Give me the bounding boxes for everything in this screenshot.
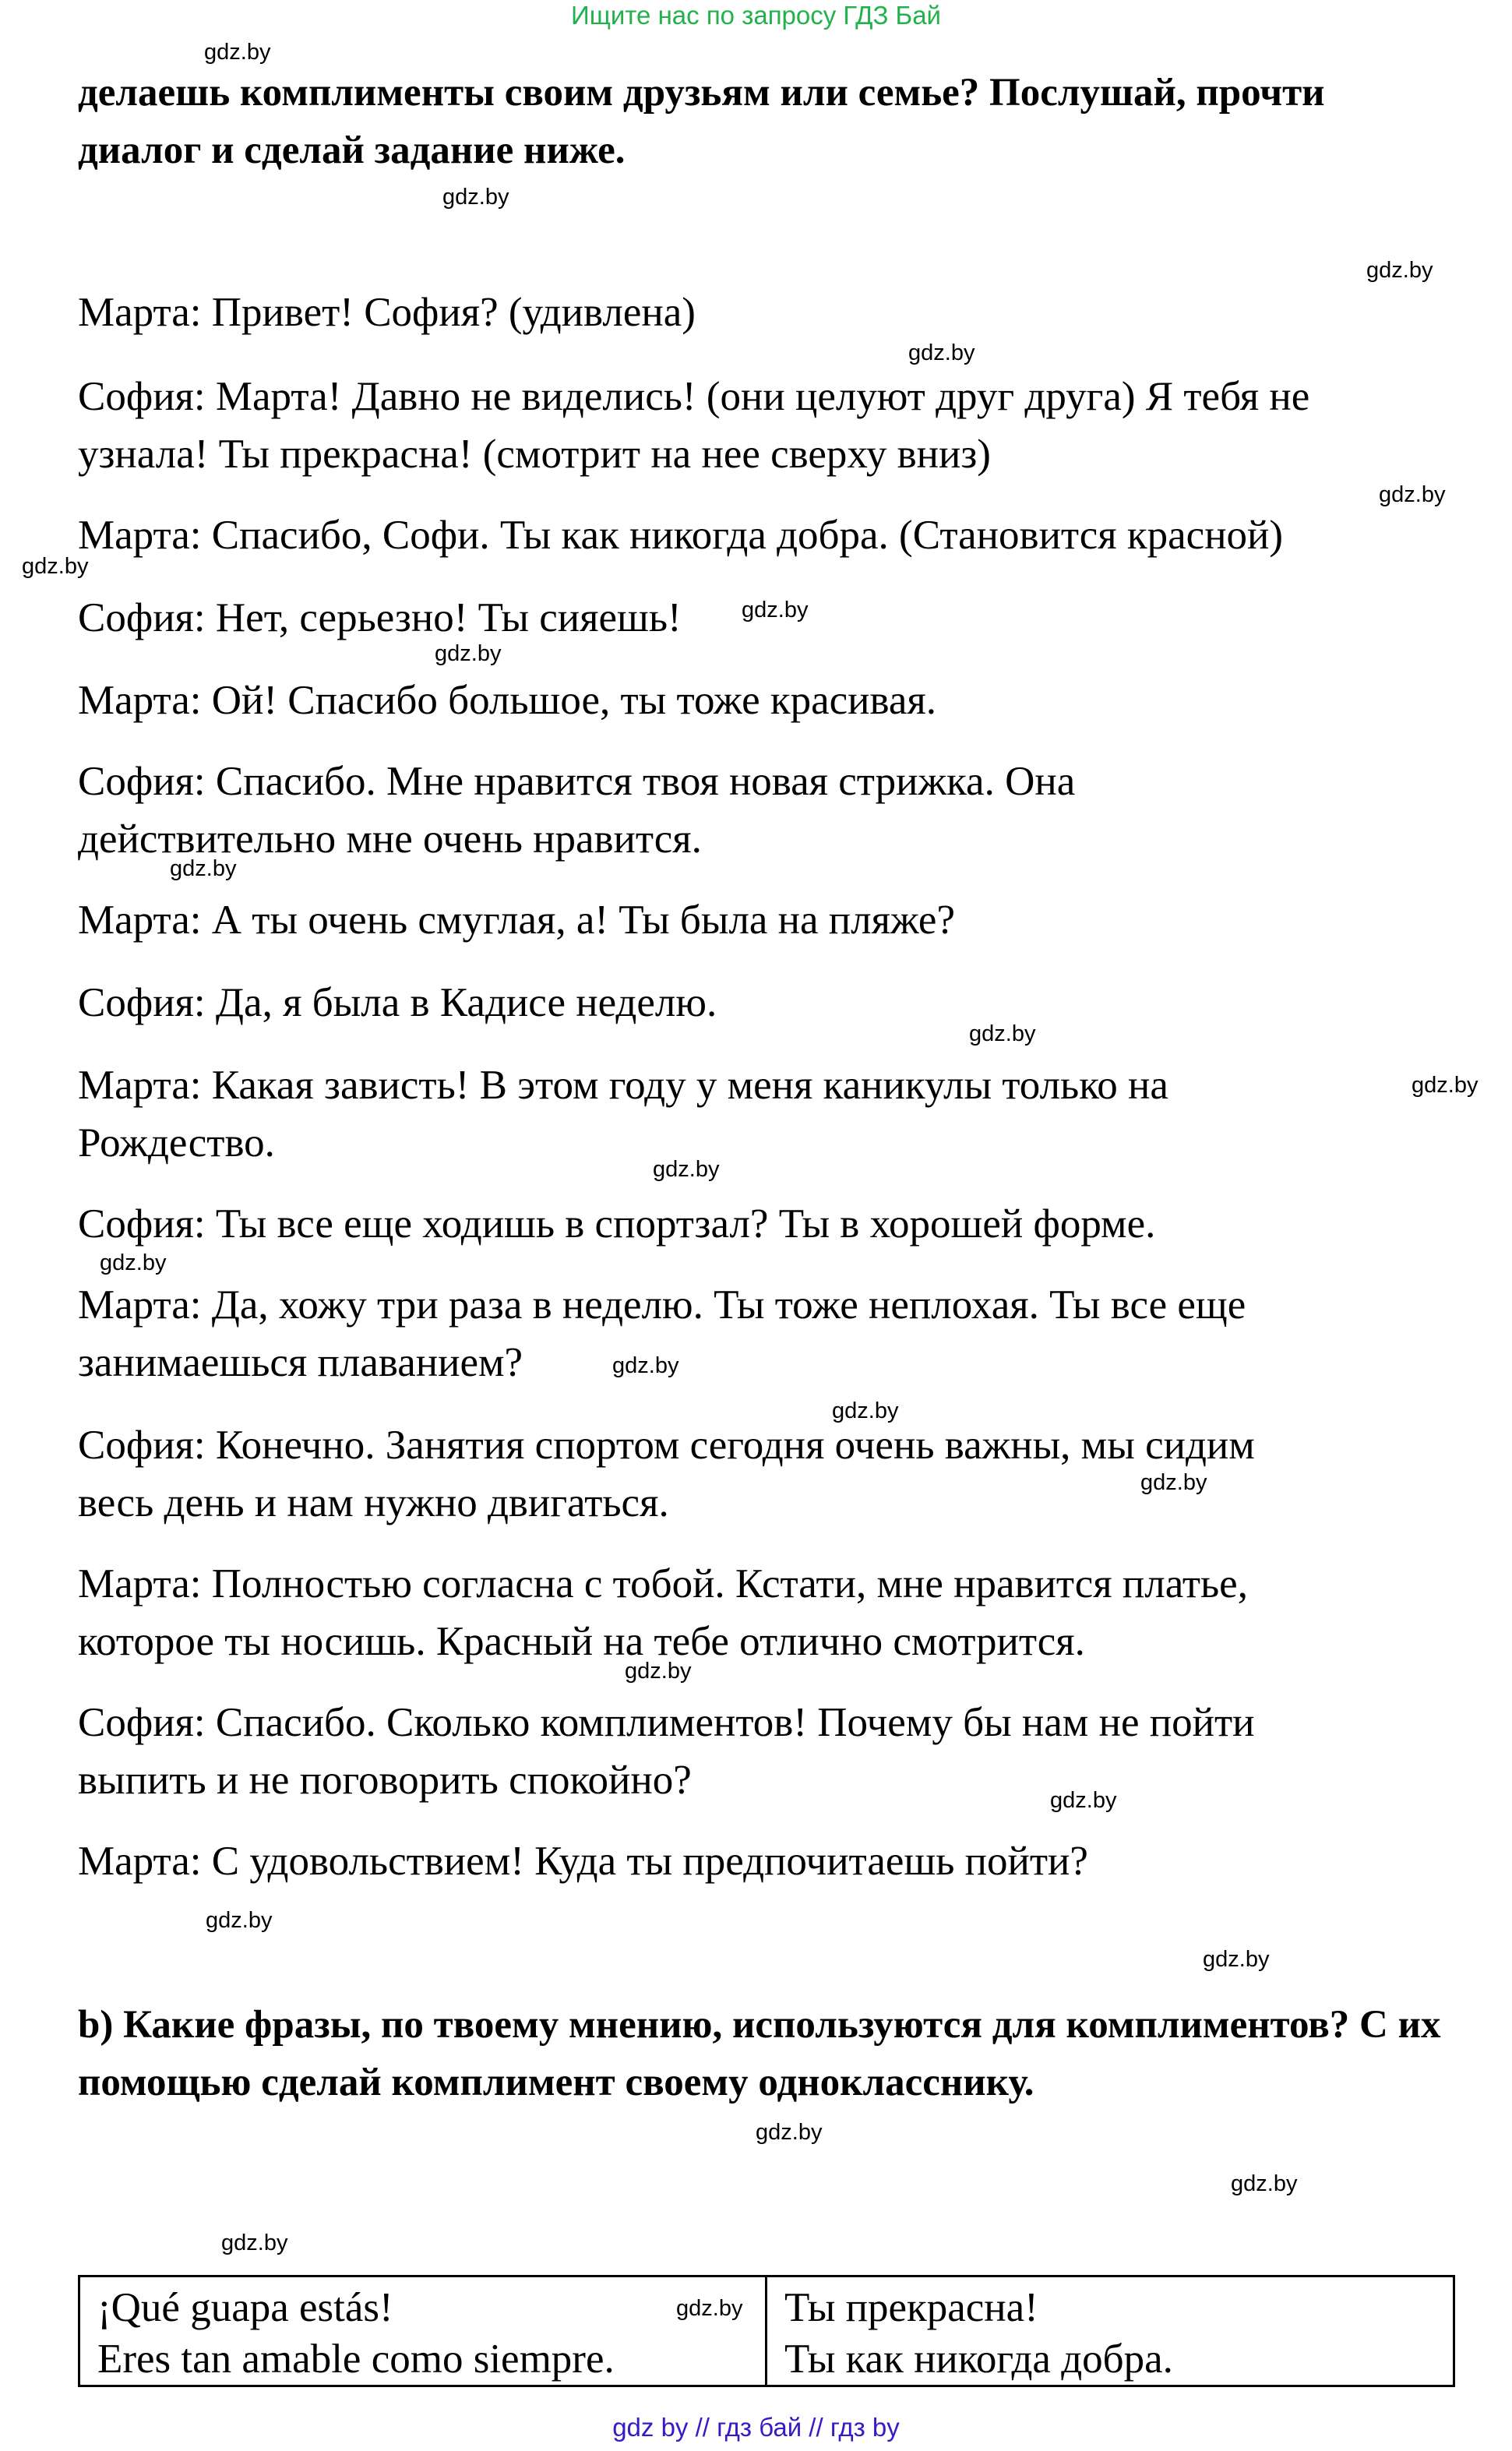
spanish-column [80,2277,767,2385]
watermark: gdz.by [170,856,237,881]
watermark: gdz.by [22,554,89,579]
watermark: gdz.by [1231,2171,1298,2196]
watermark: gdz.by [742,598,809,622]
task-b-instruction: b) Какие фразы, по твоему мнению, используются для комплиментов? С их помощью сделай комплимент своему однокласснику. [78,2003,1441,2104]
dialogue-line: Марта: Ой! Спасибо большое, ты тоже красивая. [78,678,937,723]
dialogue-line: Марта: Какая зависть! В этом году у меня каникулы только на [78,1063,1168,1108]
watermark: gdz.by [1140,1470,1207,1495]
dialogue-line: занимаешься плаванием? [78,1340,523,1385]
watermark: gdz.by [832,1398,899,1423]
dialogue-line: Марта: Спасибо, Софи. Ты как никогда добра. (Становится красной) [78,513,1284,558]
watermark: gdz.by [1379,482,1446,507]
dialogue-line: София: Нет, серьезно! Ты сияешь! [78,595,682,640]
watermark: gdz.by [1203,1947,1270,1972]
dialogue-line: выпить и не поговорить спокойно? [78,1758,692,1803]
watermark: gdz.by [908,340,975,365]
watermark: gdz.by [756,2120,823,2145]
spanish-phrase: ¡Qué guapa estás! [97,2285,393,2330]
dialogue-line: Марта: Да, хожу три раза в неделю. Ты тоже неплохая. Ты все еще [78,1282,1246,1328]
dialogue-line: София: Ты все еще ходишь в спортзал? Ты в хорошей форме. [78,1201,1156,1247]
watermark: gdz.by [676,2296,743,2321]
dialogue-line: София: Спасибо. Мне нравится твоя новая стрижка. Она [78,759,1076,804]
watermark: gdz.by [969,1021,1036,1046]
watermark: gdz.by [221,2231,288,2255]
dialogue-line: София: Да, я была в Кадисе неделю. [78,980,717,1025]
dialogue-line: Марта: А ты очень смуглая, а! Ты была на пляже? [78,898,955,943]
watermark: gdz.by [206,1908,273,1933]
dialogue-line: София: Конечно. Занятия спортом сегодня очень важны, мы сидим [78,1423,1255,1468]
dialogue-line: весь день и нам нужно двигаться. [78,1480,669,1525]
footer-links[interactable]: gdz by // гдз бай // гдз by [612,2413,900,2442]
intro-instruction: делаешь комплименты своим друзьям или семье? Послушай, прочти диалог и сделай задание ниже. [78,71,1325,172]
watermark: gdz.by [435,641,502,666]
watermark: gdz.by [1412,1073,1479,1098]
dialogue-line: узнала! Ты прекрасна! (смотрит на нее сверху вниз) [78,432,991,477]
watermark: gdz.by [1050,1788,1117,1813]
dialogue-line: Марта: С удовольствием! Куда ты предпочитаешь пойти? [78,1839,1088,1884]
watermark: gdz.by [442,185,509,210]
watermark: gdz.by [612,1353,679,1378]
watermark: gdz.by [653,1157,720,1182]
dialogue-line: Рождество. [78,1120,275,1166]
watermark: gdz.by [625,1659,692,1684]
watermark: gdz.by [204,40,271,65]
dialogue-line: София: Спасибо. Сколько комплиментов! Почему бы нам не пойти [78,1700,1255,1745]
russian-phrase: Ты прекрасна! [784,2285,1038,2330]
russian-phrase: Ты как никогда добра. [784,2336,1173,2382]
dialogue-line: Марта: Привет! София? (удивлена) [78,290,696,335]
dialogue-line: Марта: Полностью согласна с тобой. Кстати, мне нравится платье, [78,1561,1248,1606]
russian-column [767,2277,1453,2385]
watermark: gdz.by [1366,258,1433,283]
dialogue-line: действительно мне очень нравится. [78,816,702,862]
top-banner[interactable]: Ищите нас по запросу ГДЗ Бай [571,1,941,30]
watermark: gdz.by [100,1250,167,1275]
dialogue-line: София: Марта! Давно не виделись! (они целуют друг друга) Я тебя не [78,374,1310,419]
phrases-table [78,2275,1455,2387]
spanish-phrase: Eres tan amable como siempre. [97,2336,615,2382]
dialogue-line: которое ты носишь. Красный на тебе отлично смотрится. [78,1619,1085,1664]
